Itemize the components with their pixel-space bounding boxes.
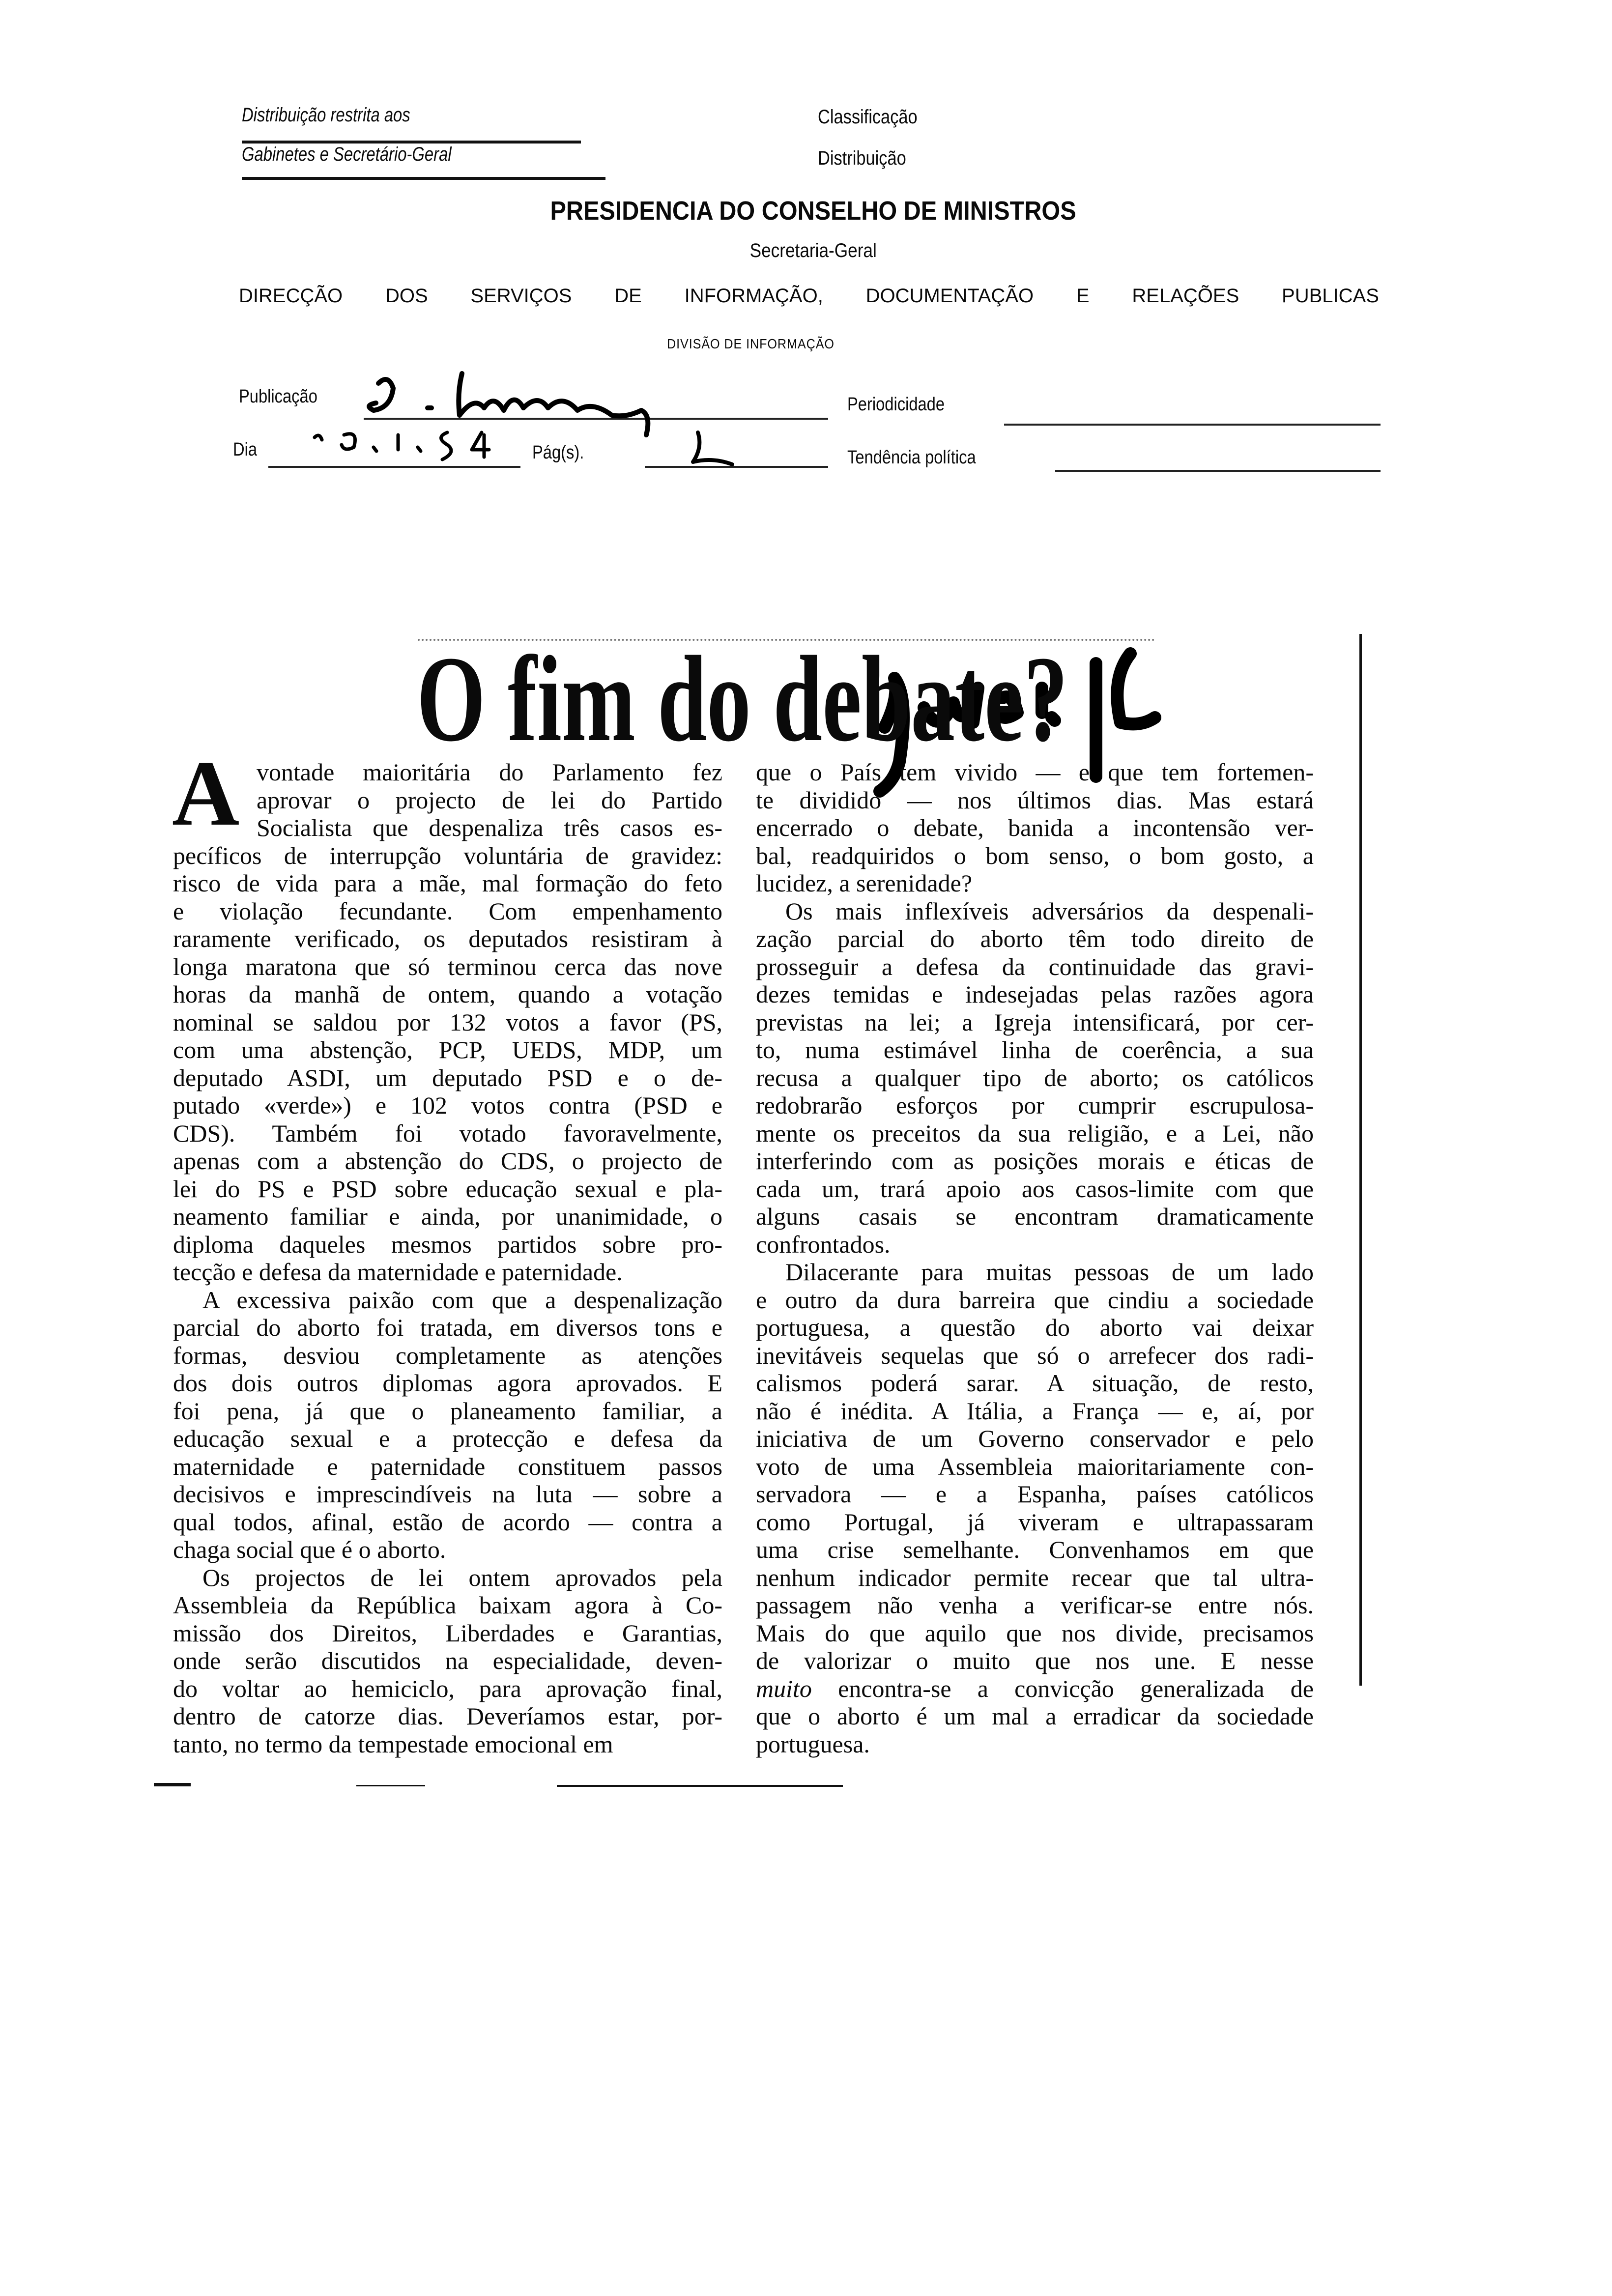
text-line: portuguesa, a questão do aborto vai deixar (756, 1314, 1314, 1341)
org-title: PRESIDENCIA DO CONSELHO DE MINISTROS (550, 196, 1077, 226)
text-line: cada um, trará apoio aos casos-limite com que (756, 1175, 1314, 1203)
text-line: qual todos, afinal, estão de acordo — contra a (173, 1508, 722, 1536)
text-line: nenhum indicador permite recear que tal ultra- (756, 1563, 1314, 1591)
text-line: de valorizar o muito que nos une. E nesse (756, 1647, 1314, 1674)
periodicity-label: Periodicidade (847, 394, 945, 415)
bottom-rule (356, 1785, 425, 1786)
text-line (756, 1675, 1314, 1703)
text-line: que o País tem vivido — e que tem fortemen- (756, 758, 1314, 786)
text-line: maternidade e paternidade constituem passos (173, 1452, 722, 1480)
text-line: educação sexual e a protecção e defesa da (173, 1425, 722, 1452)
pages-label: Pág(s). (532, 442, 584, 463)
article-column-2 (756, 758, 1314, 1758)
text-line: onde serão discutidos na especialidade, deven- (173, 1647, 722, 1674)
text-line: te dividido — nos últimos dias. Mas estará (756, 786, 1314, 814)
text-line: previstas na lei; a Igreja intensificará, por cer- (756, 1008, 1314, 1036)
text-line: do voltar ao hemiciclo, para aprovação final, (173, 1674, 722, 1702)
drop-cap: A (172, 742, 240, 845)
text-line: e outro da dura barreira que cindiu a sociedade (756, 1286, 1314, 1314)
text-line: pecíficos de interrupção voluntária de gravidez: (173, 841, 722, 869)
text-line: apenas com a abstenção do CDS, o projecto de (173, 1147, 722, 1175)
directorate-word: PUBLICAS (1282, 285, 1379, 307)
text-line: risco de vida para a mãe, mal formação do feto (173, 869, 722, 897)
text-rest: encontra-se a convicção generalizada de (811, 1674, 1314, 1702)
text-line: Dilacerante para muitas pessoas de um lado (785, 1258, 1314, 1286)
text-line: zação parcial do aborto têm todo direito de (756, 925, 1314, 952)
text-line: redobrarão esforços por cumprir escrupulosa- (756, 1091, 1314, 1119)
text-line: iniciativa de um Governo conservador e pelo (756, 1425, 1314, 1452)
text-line: to, numa estimável linha de coerência, a sua (756, 1036, 1314, 1063)
directorate-word: E (1076, 285, 1090, 307)
text-line: lucidez, a serenidade? (756, 869, 973, 897)
text-line: nominal se saldou por 132 votos a favor (PS, (173, 1008, 722, 1036)
text-line: confrontados. (756, 1230, 891, 1258)
text-line: mente os preceitos da sua religião, e a Lei, não (756, 1119, 1314, 1147)
column-rule (1359, 634, 1362, 1686)
headline: O fim do debate? (417, 631, 1068, 767)
text-line: dos dois outros diplomas agora aprovados. E (173, 1369, 722, 1397)
handwritten-publication-scribble (369, 373, 648, 435)
text-line: recusa a qualquer tipo de aborto; os católicos (756, 1063, 1314, 1091)
text-line: passagem não venha a verificar-se entre nós. (756, 1591, 1314, 1619)
publication-label: Publicação (239, 386, 317, 407)
text-line: putado «verde») e 102 votos contra (PSD e (173, 1091, 722, 1119)
distribution-restriction-line2: Gabinetes e Secretário-Geral (242, 144, 452, 165)
distribution-label: Distribuição (818, 147, 906, 169)
text-line: raramente verificado, os deputados resistiram à (173, 925, 722, 952)
directorate-word: DOCUMENTAÇÃO (865, 285, 1034, 307)
text-line: decisivos e imprescindíveis na luta — sobre a (173, 1480, 722, 1508)
text-line: inevitáveis sequelas que só o arrefecer dos radi- (756, 1341, 1314, 1369)
division-label: DIVISÃO DE INFORMAÇÃO (667, 336, 835, 351)
text-line: tecção e defesa da maternidade e paternidade. (173, 1258, 623, 1286)
text-line: Mais do que aquilo que nos divide, precisamos (756, 1619, 1314, 1647)
text-line: portuguesa. (756, 1730, 870, 1758)
text-line: e violação fecundante. Com empenhamento (173, 897, 722, 925)
directorate-word: SERVIÇOS (470, 285, 572, 307)
text-line: horas da manhã de ontem, quando a votação (173, 980, 722, 1008)
text-line: dezes temidas e indesejadas pelas razões agora (756, 980, 1314, 1008)
text-line: voto de uma Assembleia maioritariamente con- (756, 1452, 1314, 1480)
text-line: aprovar o projecto de lei do Partido (257, 786, 722, 814)
directorate-word: INFORMAÇÃO, (684, 285, 823, 307)
text-line: Os projectos de lei ontem aprovados pela (202, 1563, 722, 1591)
day-label: Dia (233, 439, 258, 460)
text-line: missão dos Direitos, Liberdades e Garantias, (173, 1619, 722, 1647)
bottom-rule (557, 1785, 843, 1787)
distribution-restriction-line1: Distribuição restrita aos (242, 104, 410, 126)
handwritten-page-number (693, 432, 732, 464)
text-line: não é inédita. A Itália, a França — e, aí, por (756, 1397, 1314, 1425)
text-line: longa maratona que só terminou cerca das nove (173, 952, 722, 980)
text-line: tanto, no termo da tempestade emocional em (173, 1730, 613, 1758)
text-line: vontade maioritária do Parlamento fez (257, 758, 722, 786)
article-column-1 (172, 742, 722, 1758)
italic-word: muito (756, 1674, 812, 1702)
text-line: dentro de catorze dias. Deveríamos estar, por- (173, 1702, 722, 1730)
text-line: diploma daqueles mesmos partidos sobre pro- (173, 1230, 722, 1258)
directorate-word: DE (614, 285, 642, 307)
text-line: Assembleia da República baixam agora à Co- (173, 1591, 722, 1619)
text-line: como Portugal, já viveram e ultrapassaram (756, 1508, 1314, 1536)
text-line: servadora — e a Espanha, países católicos (756, 1480, 1314, 1508)
text-line: chaga social que é o aborto. (173, 1536, 446, 1563)
text-line: CDS). Também foi votado favoravelmente, (173, 1119, 722, 1147)
text-line: Socialista que despenaliza três casos es- (257, 814, 722, 841)
bottom-dash (154, 1783, 191, 1786)
classification-label: Classificação (818, 106, 918, 128)
text-line: alguns casais se encontram dramaticamente (756, 1203, 1314, 1230)
text-line: interferindo com as posições morais e éticas de (756, 1147, 1314, 1175)
text-line: formas, desviou completamente as atenções (173, 1341, 722, 1369)
text-line: uma crise semelhante. Convenhamos em que (756, 1536, 1314, 1563)
text-line: Os mais inflexíveis adversários da despenali- (785, 897, 1314, 925)
text-line: prosseguir a defesa da continuidade das gravi- (756, 952, 1314, 980)
text-line: lei do PS e PSD sobre educação sexual e pla- (173, 1175, 722, 1203)
text-line: foi pena, já que o planeamento familiar, a (173, 1397, 722, 1425)
text-line: A excessiva paixão com que a despenalização (202, 1286, 722, 1314)
text-line: que o aborto é um mal a erradicar da sociedade (756, 1702, 1314, 1730)
handwritten-date-scribble (315, 432, 489, 459)
text-line: com uma abstenção, PCP, UEDS, MDP, um (173, 1036, 722, 1063)
text-line: calismos poderá sarar. A situação, de resto, (756, 1369, 1314, 1397)
text-line: deputado ASDI, um deputado PSD e o de- (173, 1063, 722, 1091)
directorate-word: DIRECÇÃO (239, 285, 343, 307)
text-line: parcial do aborto foi tratada, em diversos tons e (173, 1314, 722, 1341)
directorate-word: RELAÇÕES (1132, 285, 1239, 307)
secretariat: Secretaria-Geral (749, 240, 877, 261)
text-line: neamento familiar e ainda, por unanimidade, o (173, 1203, 722, 1230)
text-line: encerrado o debate, banida a incontensão ver- (756, 814, 1314, 841)
text-line: bal, readquiridos o bom senso, o bom gosto, a (756, 841, 1314, 869)
political-tendency-label: Tendência política (847, 447, 976, 468)
directorate-word: DOS (385, 285, 428, 307)
